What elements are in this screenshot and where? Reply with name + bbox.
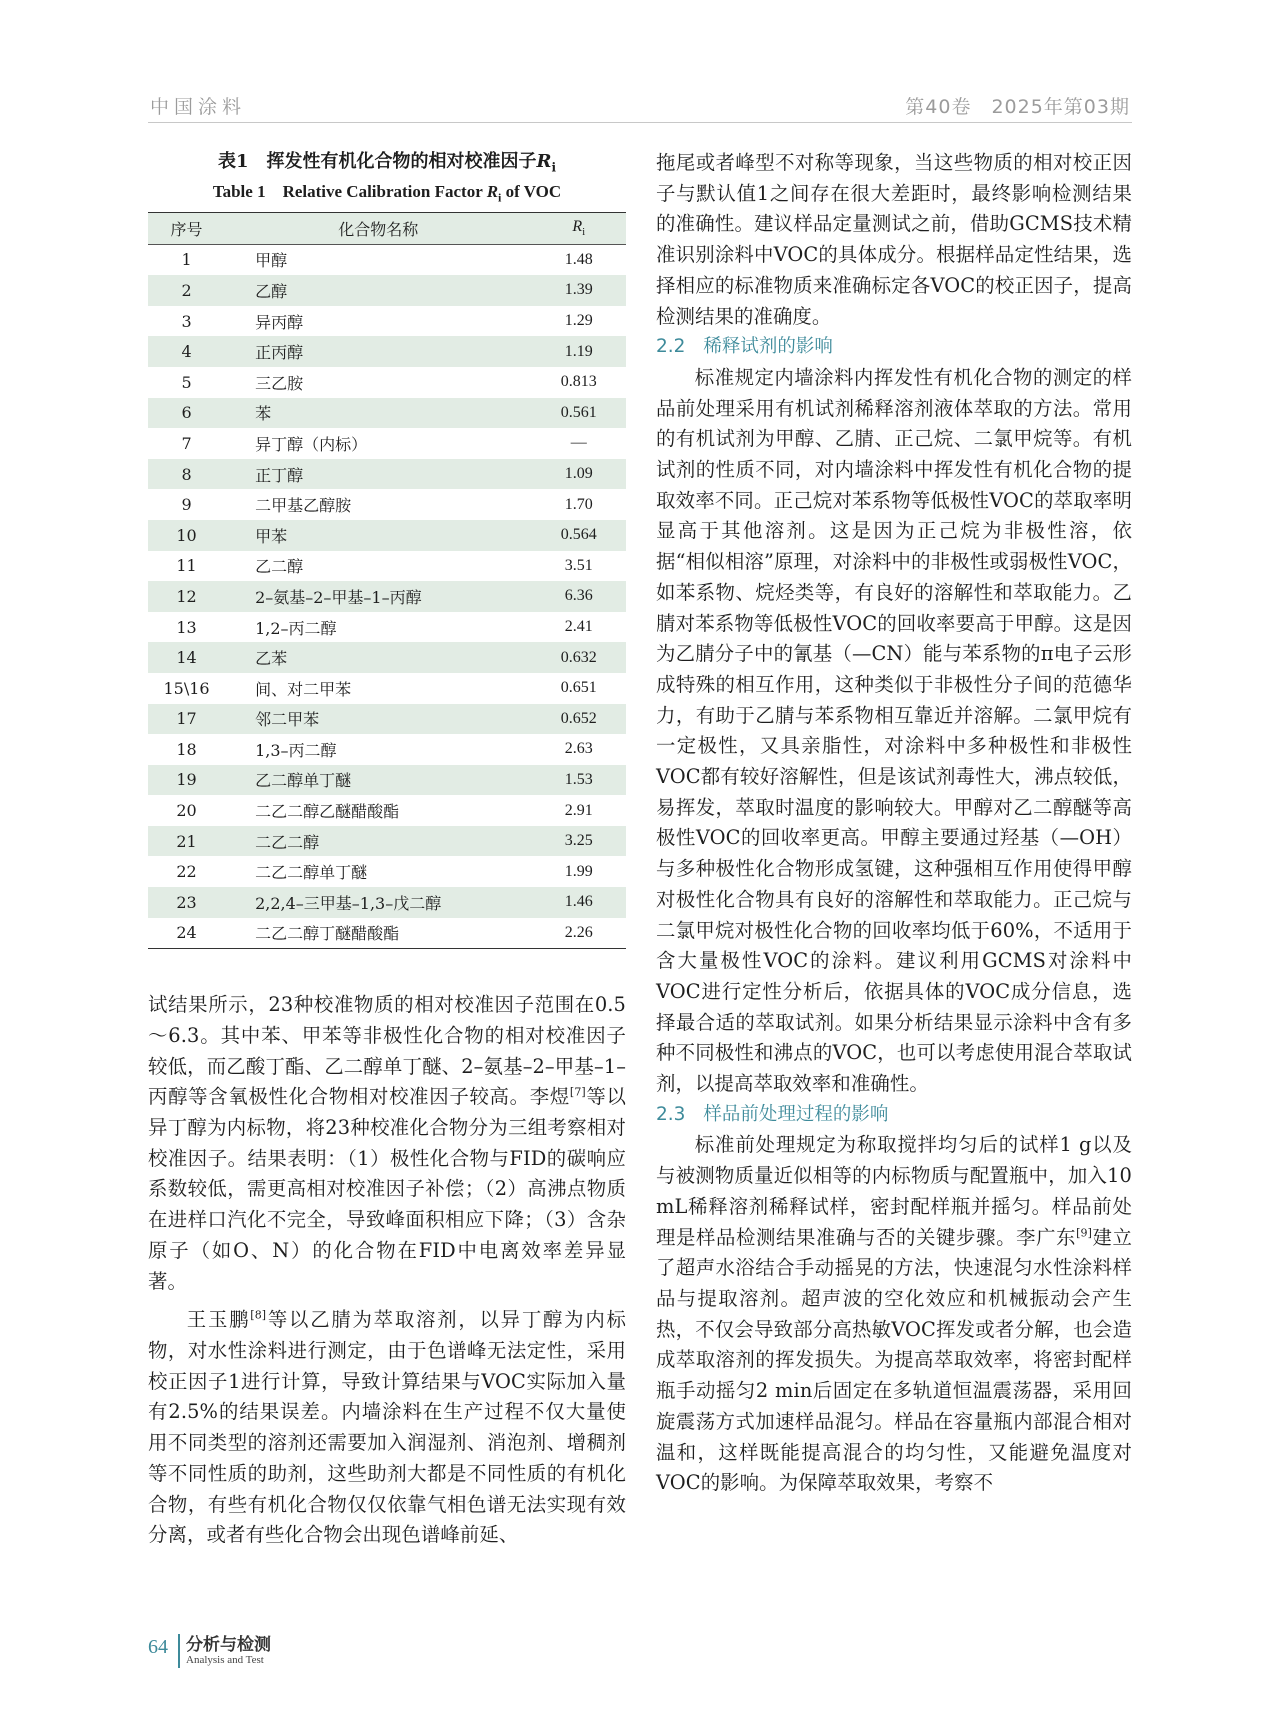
- cell-ri-value: 2.26: [564, 923, 593, 941]
- cell-ri-value: 2.63: [564, 740, 593, 758]
- cell-ri-value: —: [570, 434, 587, 452]
- col-header-name: 化合物名称: [225, 213, 531, 245]
- table-title-en: Table 1 Relative Calibration Factor $R_i$ of VOC: [212, 182, 562, 205]
- citation-8: [8]: [250, 1308, 267, 1322]
- table-row: [148, 459, 626, 490]
- cell-no: 11: [176, 556, 197, 576]
- cell-no: 21: [148, 826, 225, 857]
- cell-compound-name: 二甲基乙醇胺: [255, 496, 352, 516]
- cell-compound-name: 乙二醇: [255, 557, 304, 577]
- table-body: [148, 244, 626, 949]
- right-paragraph-continued: 拖尾或者峰型不对称等现象，当这些物质的相对校正因子与默认值1之间存在很大差距时，最终影响检测结果的准确性。建议样品定量测试之前，借助GCMS技术精准识别涂料中VOC的具体成分。根据样品定性结果，选择相应的标准物质来准确标定各VOC的校正因子，提高检测结果的准确度。: [656, 151, 1132, 328]
- table-row: [148, 612, 626, 643]
- running-head: [148, 92, 1132, 123]
- left-column: [148, 148, 626, 1551]
- cell-ri-value: 0.652: [532, 704, 626, 735]
- cell-ri-value: 0.564: [532, 520, 626, 551]
- col-header-no: 序号: [148, 213, 225, 245]
- cell-ri-value: 0.561: [532, 398, 626, 429]
- cell-ri-value: 1.70: [564, 495, 593, 513]
- cell-ri-value: 0.651: [560, 679, 597, 697]
- cell-compound-name: 甲醇: [255, 251, 288, 271]
- table-row: [148, 704, 626, 735]
- cell-compound-name: 正丁醇: [225, 459, 531, 490]
- cell-ri-value: 2.91: [564, 801, 593, 819]
- cell-ri-value: 1.29: [564, 312, 593, 330]
- cell-compound-name: 1,2–丙二醇: [255, 618, 337, 638]
- table-row: [148, 887, 626, 918]
- cell-compound-name: 2–氨基–2–甲基–1–丙醇: [225, 581, 531, 612]
- cell-compound-name: 二乙二醇乙醚醋酸酯: [255, 802, 400, 822]
- table-row: [148, 306, 626, 337]
- section-heading-2-2: 2.2 稀释试剂的影响: [656, 336, 833, 358]
- cell-ri-value: 1.39: [532, 275, 626, 306]
- table-row: [148, 367, 626, 398]
- cell-compound-name: 乙苯: [225, 642, 531, 673]
- cell-ri-value: 1.19: [532, 336, 626, 367]
- left-paragraph-2: 王玉鹏[8]等以乙腈为萃取溶剂，以异丁醇为内标物，对水性涂料进行测定，由于色谱峰无法定性，采用校正因子1进行计算，导致计算结果与VOC实际加入量有2.5%的结果误差。内墙涂料在生产过程不仅大量使用不同类型的溶剂还需要加入润湿剂、消泡剂、增稠剂等不同性质的助剂，这些助剂大都是不同性质的有机化合物，有些有机化合物仅仅依靠气相色谱无法实现有效分离，或者有些化合物会出现色谱峰前延、: [148, 1308, 626, 1547]
- cell-compound-name: 二乙二醇: [225, 826, 531, 857]
- cell-compound-name: 三乙胺: [255, 373, 304, 393]
- cell-ri-value: 3.25: [532, 826, 626, 857]
- table-row: [148, 918, 626, 949]
- cell-no: 2: [148, 275, 225, 306]
- cell-no: 19: [148, 765, 225, 796]
- page-number: 64: [148, 1636, 168, 1658]
- right-column: [656, 148, 1132, 1499]
- table-row: [148, 551, 626, 582]
- cell-no: 20: [176, 801, 197, 821]
- issue-info: 第40卷 2025年第03期: [905, 96, 1130, 118]
- table-row: [148, 489, 626, 520]
- cell-no: 14: [148, 642, 225, 673]
- table-row: [148, 398, 626, 429]
- cell-compound-name: 1,3–丙二醇: [255, 740, 337, 760]
- table-row: [148, 244, 626, 275]
- citation-7: [7]: [569, 1085, 586, 1099]
- cell-no: 10: [148, 520, 225, 551]
- table-row: [148, 856, 626, 887]
- cell-compound-name: 二乙二醇单丁醚: [255, 863, 368, 883]
- section-label-en: Analysis and Test: [186, 1654, 264, 1666]
- cell-compound-name: 2,2,4–三甲基–1,3–戊二醇: [225, 887, 531, 918]
- cell-no: 5: [181, 372, 192, 392]
- left-paragraph-1: 试结果所示，23种校准物质的相对校准因子范围在0.5～6.3。其中苯、甲苯等非极性化合物的相对校准因子较低，而乙酸丁酯、乙二醇单丁醚、2–氨基–2–甲基–1–丙醇等含氧极性化合物相对校准因子较高。李煜[7]等以异丁醇为内标物，将23种校准化合物分为三组考察相对校准因子。结果表明：（1）极性化合物与FID的碳响应系数较低，需更高相对校准因子补偿；（2）高沸点物质在进样口汽化不完全，导致峰面积相应下降；（3）含杂原子（如O、N）的化合物在FID中电离效率差异显著。: [148, 993, 626, 1293]
- section-2-3-paragraph: 标准前处理规定为称取搅拌均匀后的试样1 g以及与被测物质量近似相等的内标物质与配置瓶中，加入10 mL稀释溶剂稀释试样，密封配样瓶并摇匀。样品前处理是样品检测结果准确与否的关键步骤。李广东[9]建立了超声水浴结合手动摇晃的方法，快速混匀水性涂料样品与提取溶剂。超声波的空化效应和机械振动会产生热，不仅会导致部分高热敏VOC挥发或者分解，也会造成萃取溶剂的挥发损失。为提高萃取效率，将密封配样瓶手动摇匀2 min后固定在多轨道恒温震荡器，采用回旋震荡方式加速样品混匀。样品在容量瓶内部混合相对温和，这样既能提高混合的均匀性，又能避免温度对VOC的影响。为保障萃取效果，考察不: [656, 1133, 1132, 1495]
- cell-compound-name: 二乙二醇丁醚醋酸酯: [255, 924, 400, 944]
- cell-compound-name: 苯: [225, 398, 531, 429]
- cell-ri-value: 1.09: [532, 459, 626, 490]
- cell-no: 24: [176, 923, 197, 943]
- table-title-cn: 表1 挥发性有机化合物的相对校准因子$R_i$: [217, 151, 557, 175]
- cell-compound-name: 邻二甲苯: [225, 704, 531, 735]
- cell-no: 12: [148, 581, 225, 612]
- cell-compound-name: 间、对二甲苯: [255, 679, 352, 699]
- cell-ri-value: 2.41: [564, 618, 593, 636]
- section-2-2-paragraph: 标准规定内墙涂料内挥发性有机化合物的测定的样品前处理采用有机试剂稀释溶剂液体萃取的方法。常用的有机试剂为甲醇、乙腈、正己烷、二氯甲烷等。有机试剂的性质不同，对内墙涂料中挥发性有机化合物的提取效率不同。正己烷对苯系物等低极性VOC的萃取率明显高于其他溶剂。这是因为正己烷为非极性溶，依据“相似相溶”原理，对涂料中的非极性或弱极性VOC，如苯系物、烷烃类等，有良好的溶解性和萃取能力。乙腈对苯系物等低极性VOC的回收率要高于甲醇。这是因为乙腈分子中的氰基（—CN）能与苯系物的π电子云形成特殊的相互作用，这种类似于非极性分子间的范德华力，有助于乙腈与苯系物相互靠近并溶解。二氯甲烷有一定极性，又具亲脂性，对涂料中多种极性和非极性VOC都有较好溶解性，但是该试剂毒性大，沸点较低，易挥发，萃取时温度的影响较大。甲醇对乙二醇醚等高极性VOC的回收率更高。甲醇主要通过羟基（—OH）与多种极性化合物形成氢键，这种强相互作用使得甲醇对极性化合物具有良好的溶解性和萃取能力。正己烷与二氯甲烷对极性化合物的回收率均低于60%，不适用于含大量极性VOC的涂料。建议利用GCMS对涂料中VOC进行定性分析后，依据具体的VOC成分信息，选择最合适的萃取试剂。如果分析结果显示涂料中含有多种不同极性和沸点的VOC，也可以考虑使用混合萃取试剂，以提高萃取效率和准确性。: [656, 365, 1132, 1096]
- journal-name: 中国涂料: [150, 96, 247, 118]
- table-row: [148, 795, 626, 826]
- cell-ri-value: 0.813: [560, 373, 597, 391]
- cell-ri-value: 6.36: [532, 581, 626, 612]
- table-row: [148, 428, 626, 459]
- cell-ri-value: 1.53: [532, 765, 626, 796]
- cell-no: 9: [181, 495, 192, 515]
- cell-no: 23: [148, 887, 225, 918]
- cell-no: 3: [181, 311, 192, 331]
- section-label-cn: 分析与检测: [186, 1635, 271, 1655]
- calibration-factor-table: [148, 212, 626, 949]
- citation-9: [9]: [1076, 1226, 1092, 1240]
- section-heading-2-3: 2.3 样品前处理过程的影响: [656, 1103, 889, 1125]
- cell-compound-name: 乙醇: [225, 275, 531, 306]
- table-row: [148, 520, 626, 551]
- cell-no: 13: [176, 617, 197, 637]
- table-row: [148, 642, 626, 673]
- table-header-row: [148, 213, 626, 245]
- cell-compound-name: 正丙醇: [225, 336, 531, 367]
- cell-no: 4: [148, 336, 225, 367]
- table-row: [148, 826, 626, 857]
- table-row: [148, 275, 626, 306]
- cell-no: 8: [148, 459, 225, 490]
- cell-ri-value: 1.48: [564, 250, 593, 268]
- cell-no: 17: [148, 704, 225, 735]
- col-header-ri: $R_i$: [532, 213, 626, 245]
- cell-ri-value: 1.99: [564, 862, 593, 880]
- cell-compound-name: 异丙醇: [255, 312, 304, 332]
- table-row: [148, 581, 626, 612]
- cell-ri-value: 3.51: [564, 556, 593, 574]
- cell-compound-name: 甲苯: [225, 520, 531, 551]
- cell-compound-name: 异丁醇（内标）: [255, 434, 368, 454]
- table-row: [148, 734, 626, 765]
- cell-no: 18: [176, 739, 197, 759]
- cell-no: 15\16: [163, 678, 210, 698]
- cell-no: 22: [176, 862, 197, 882]
- table-row: [148, 673, 626, 704]
- cell-no: 7: [181, 433, 192, 453]
- table-row: [148, 336, 626, 367]
- cell-no: 1: [181, 250, 192, 270]
- cell-ri-value: 0.632: [532, 642, 626, 673]
- table-row: [148, 765, 626, 796]
- cell-no: 6: [148, 398, 225, 429]
- cell-compound-name: 乙二醇单丁醚: [225, 765, 531, 796]
- footer-divider: [178, 1634, 180, 1668]
- cell-ri-value: 1.46: [532, 887, 626, 918]
